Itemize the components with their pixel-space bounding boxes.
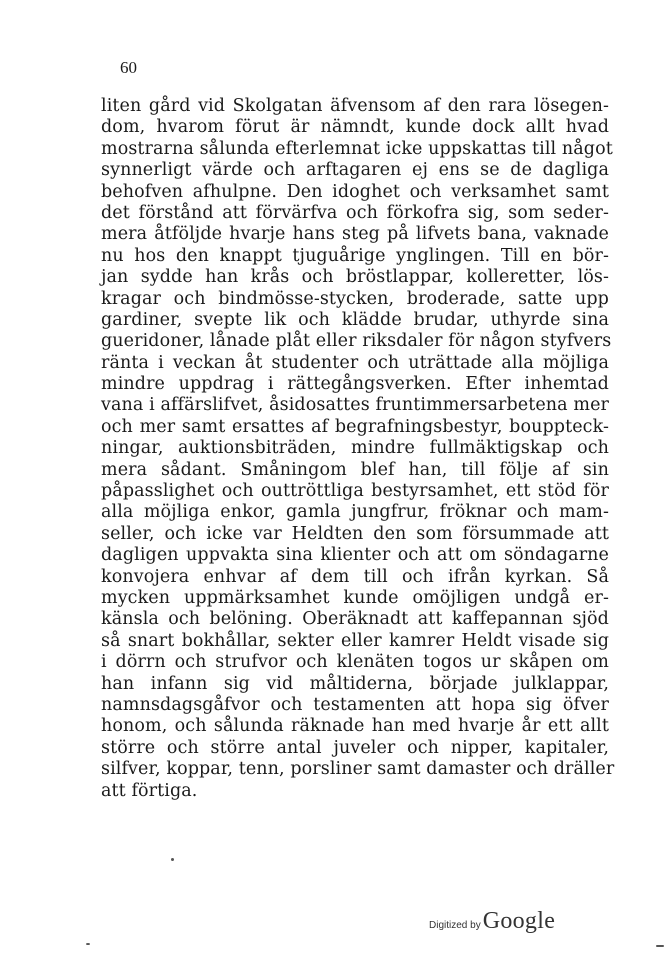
text-line: och mer samt ersattes af begrafningsbestyr, bouppteck-	[101, 416, 609, 437]
page-number: 60	[120, 58, 137, 77]
google-logo: Google	[482, 908, 556, 934]
text-line: behofven afhulpne. Den idoghet och verksamhet samt	[101, 181, 609, 202]
text-line: jan sydde han krås och bröstlappar, kolleretter, lös-	[101, 267, 609, 288]
text-line: konvojera enhvar af dem till och ifrån kyrkan. Så	[101, 566, 609, 587]
print-speck	[656, 945, 664, 947]
text-line: gueridoner, lånade plåt eller riksdaler för någon styfvers	[101, 331, 612, 352]
print-speck	[171, 858, 174, 861]
text-line: dagligen uppvakta sina klienter och att om söndagarne	[101, 545, 609, 566]
text-line: större och större antal juveler och nipper, kapitaler,	[101, 737, 609, 758]
watermark-prefix: Digitized by	[429, 920, 481, 931]
text-line: mera åtföljde hvarje hans steg på lifvets bana, vaknade	[101, 224, 609, 245]
text-line: vana i affärslifvet, åsidosattes fruntimmersarbetena mer	[101, 395, 609, 416]
text-line: att förtiga.	[101, 780, 198, 801]
text-line: påpasslighet och outtröttliga bestyrsamhet, ett stöd för	[101, 481, 609, 502]
text-line: silfver, koppar, tenn, porsliner samt damaster och dräller	[101, 759, 615, 780]
text-line: namnsdagsgåfvor och testamenten att hopa sig öfver	[101, 694, 609, 715]
text-line: ningar, auktionsbiträden, mindre fullmäktigskap och	[101, 438, 609, 459]
text-line: känsla och belöning. Oberäknadt att kaffepannan sjöd	[101, 609, 609, 630]
text-line: i dörrn och strufvor och klenäten togos ur skåpen om	[101, 652, 609, 673]
text-line: mostrarna sålunda efterlemnat icke uppskattas till något	[101, 138, 613, 159]
text-line: ränta i veckan åt studenter och uträttade alla möjliga	[101, 352, 609, 373]
text-line: synnerligt värde och arftagaren ej ens se de dagliga	[101, 160, 609, 181]
text-line: mindre uppdrag i rättegångsverken. Efter inhemtad	[101, 374, 609, 395]
text-line: seller, och icke var Heldten den som försummade att	[101, 523, 609, 544]
text-line: honom, och sålunda räknade han med hvarje år ett allt	[101, 716, 609, 737]
print-speck	[86, 943, 90, 945]
text-line: han infann sig vid måltiderna, började julklappar,	[101, 673, 609, 694]
text-line: mera sådant. Småningom blef han, till följe af sin	[101, 459, 609, 480]
body-text	[101, 96, 615, 802]
text-line: det förstånd att förvärfva och förkofra sig, som seder-	[101, 202, 609, 223]
text-line: kragar och bindmösse-stycken, broderade, satte upp	[101, 288, 609, 309]
digitized-watermark	[429, 908, 555, 935]
text-line: mycken uppmärksamhet kunde omöjligen undgå er-	[101, 587, 609, 608]
text-line: dom, hvarom förut är nämndt, kunde dock allt hvad	[101, 117, 609, 138]
text-line: gardiner, svepte lik och klädde brudar, uthyrde sina	[101, 309, 609, 330]
text-line: nu hos den knappt tjuguårige ynglingen. Till en bör-	[101, 245, 609, 266]
text-line: liten gård vid Skolgatan äfvensom af den rara lösegen-	[101, 96, 609, 116]
text-line: alla möjliga enkor, gamla jungfrur, fröknar och mam-	[101, 502, 609, 523]
text-line: så snart bokhållar, sekter eller kamrer Heldt visade sig	[101, 630, 609, 651]
